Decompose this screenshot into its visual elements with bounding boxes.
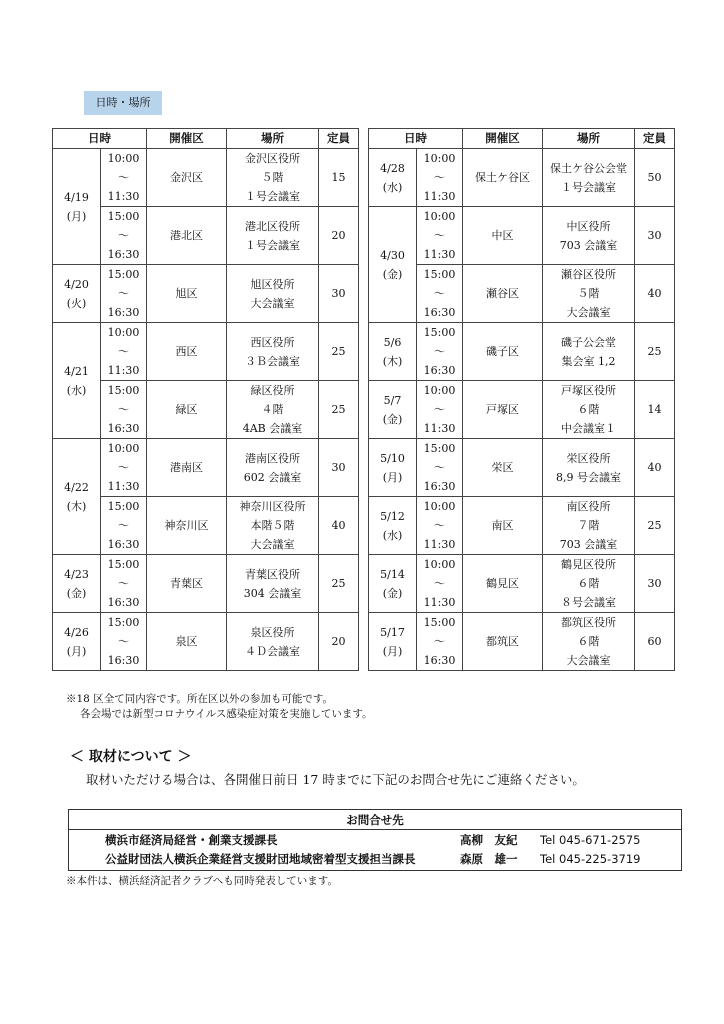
contact-person: 森原 雄一	[460, 852, 518, 866]
capacity-cell: 25	[319, 323, 359, 381]
end-time: 16:30	[423, 480, 456, 493]
capacity-cell: 15	[319, 149, 359, 207]
place-line: 703 会議室	[559, 238, 618, 252]
ward-cell: 都筑区	[463, 613, 543, 671]
place-line: 金沢区役所	[245, 152, 300, 165]
end-time: 16:30	[107, 596, 140, 609]
end-time: 11:30	[423, 596, 456, 609]
table-row	[369, 555, 675, 613]
weekday-text: (金)	[382, 586, 403, 600]
date-cell	[53, 265, 101, 323]
end-time: 16:30	[107, 248, 140, 261]
note-line-2: 各会場では新型コロナウイルス感染症対策を実施しています。	[80, 708, 373, 720]
place-cell	[227, 381, 319, 439]
ward-cell: 磯子区	[463, 323, 543, 381]
time-cell	[101, 497, 147, 555]
table-row	[53, 323, 359, 381]
end-time: 11:30	[423, 248, 456, 261]
schedule-table-left	[52, 128, 359, 671]
time-separator: ～	[434, 461, 445, 474]
table-row	[53, 439, 359, 497]
ward-cell: 瀬谷区	[463, 265, 543, 323]
time-cell	[417, 207, 463, 265]
date-text: 4/28	[380, 161, 405, 175]
capacity-cell: 60	[635, 613, 675, 671]
end-time: 16:30	[107, 306, 140, 319]
time-separator: ～	[118, 171, 129, 184]
table-row	[369, 381, 675, 439]
time-separator: ～	[118, 403, 129, 416]
time-cell	[101, 207, 147, 265]
ward-cell: 金沢区	[147, 149, 227, 207]
place-line: 旭区役所	[250, 277, 295, 291]
place-cell	[543, 613, 635, 671]
ward-cell: 西区	[147, 323, 227, 381]
contact-org: 横浜市経済局経営・創業支援課長	[105, 833, 278, 847]
capacity-cell: 25	[319, 381, 359, 439]
start-time: 15:00	[423, 268, 456, 281]
place-line: 西区役所	[250, 335, 295, 349]
place-line: 保土ケ谷公会堂	[550, 161, 627, 175]
date-text: 4/22	[64, 480, 89, 494]
place-line: ６階	[577, 635, 600, 648]
start-time: 10:00	[107, 326, 140, 339]
place-line: １号会議室	[561, 180, 616, 194]
start-time: 15:00	[107, 384, 140, 397]
weekday-text: (木)	[382, 354, 403, 368]
table-header-row	[53, 129, 359, 149]
weekday-text: (水)	[66, 383, 87, 397]
place-cell	[227, 265, 319, 323]
date-text: 4/30	[380, 248, 405, 262]
table-header-row	[369, 129, 675, 149]
footnote: ※本件は、横浜経済記者クラブへも同時発表しています。	[66, 875, 338, 887]
start-time: 15:00	[423, 326, 456, 339]
end-time: 11:30	[423, 422, 456, 435]
place-line: ５階	[577, 287, 600, 300]
capacity-cell: 40	[635, 265, 675, 323]
time-separator: ～	[434, 229, 445, 242]
date-text: 4/26	[64, 625, 89, 639]
time-cell	[101, 149, 147, 207]
place-line: ５階	[261, 171, 284, 184]
date-text: 5/6	[383, 335, 402, 349]
capacity-cell: 14	[635, 381, 675, 439]
date-cell	[369, 613, 417, 671]
date-text: 4/19	[64, 190, 89, 204]
place-line: ７階	[577, 519, 600, 532]
time-cell	[417, 381, 463, 439]
place-line: 304 会議室	[243, 586, 302, 600]
end-time: 16:30	[107, 654, 140, 667]
contact-row	[75, 831, 675, 850]
date-text: 4/21	[64, 364, 89, 378]
capacity-cell: 30	[319, 439, 359, 497]
ward-cell: 港北区	[147, 207, 227, 265]
date-text: 4/20	[64, 277, 89, 291]
contact-org: 公益財団法人横浜企業経営支援財団地域密着型支援担当課長	[105, 852, 416, 866]
place-line: 大会議室	[566, 306, 611, 319]
col-header-capacity: 定員	[319, 129, 359, 149]
end-time: 11:30	[423, 190, 456, 203]
place-line: 大会議室	[566, 654, 611, 667]
date-cell	[53, 149, 101, 265]
time-separator: ～	[434, 519, 445, 532]
place-line: 8,9 号会議室	[556, 470, 621, 484]
end-time: 16:30	[423, 654, 456, 667]
table-row	[369, 323, 675, 381]
place-line: 磯子公会堂	[561, 335, 616, 349]
coverage-heading: ＜ 取材について ＞	[70, 749, 192, 765]
place-line: 泉区役所	[250, 625, 295, 639]
table-row	[53, 613, 359, 671]
time-cell	[417, 555, 463, 613]
time-cell	[101, 613, 147, 671]
table-row	[53, 149, 359, 207]
ward-cell: 神奈川区	[147, 497, 227, 555]
date-cell	[53, 439, 101, 555]
start-time: 10:00	[423, 384, 456, 397]
weekday-text: (月)	[66, 209, 87, 223]
col-header-capacity: 定員	[635, 129, 675, 149]
schedule-table-right	[368, 128, 675, 671]
time-cell	[417, 613, 463, 671]
date-cell	[369, 497, 417, 555]
date-cell	[369, 207, 417, 323]
time-cell	[417, 323, 463, 381]
date-text: 4/23	[64, 567, 89, 581]
place-line: ６階	[577, 577, 600, 590]
col-header-datetime: 日時	[53, 129, 147, 149]
col-header-datetime: 日時	[369, 129, 463, 149]
ward-cell: 緑区	[147, 381, 227, 439]
end-time: 11:30	[107, 190, 140, 203]
ward-cell: 泉区	[147, 613, 227, 671]
weekday-text: (水)	[382, 528, 403, 542]
place-line: 緑区役所	[250, 384, 295, 397]
time-separator: ～	[118, 577, 129, 590]
place-cell	[543, 439, 635, 497]
place-cell	[227, 149, 319, 207]
place-cell	[227, 439, 319, 497]
weekday-text: (金)	[382, 267, 403, 281]
start-time: 10:00	[423, 210, 456, 223]
time-separator: ～	[118, 287, 129, 300]
date-cell	[53, 555, 101, 613]
contact-row	[75, 850, 675, 869]
start-time: 10:00	[107, 442, 140, 455]
place-line: 中区役所	[566, 219, 611, 233]
section-label-datetime-place: 日時・場所	[84, 91, 162, 115]
contact-person: 高柳 友紀	[460, 833, 518, 847]
date-cell	[53, 323, 101, 439]
start-time: 15:00	[423, 442, 456, 455]
table-row	[369, 149, 675, 207]
capacity-cell: 30	[319, 265, 359, 323]
start-time: 10:00	[423, 558, 456, 571]
time-separator: ～	[434, 287, 445, 300]
place-line: １号会議室	[245, 238, 300, 252]
time-cell	[101, 323, 147, 381]
place-line: １号会議室	[245, 190, 300, 203]
table-row	[369, 439, 675, 497]
time-cell	[101, 439, 147, 497]
place-line: 港北区役所	[245, 219, 300, 233]
date-cell	[369, 381, 417, 439]
contact-phone: Tel 045-225-3719	[540, 852, 641, 866]
date-cell	[53, 613, 101, 671]
place-cell	[543, 149, 635, 207]
table-row	[369, 207, 675, 265]
place-line: 集会室 1,2	[561, 354, 616, 368]
end-time: 11:30	[107, 480, 140, 493]
time-cell	[101, 265, 147, 323]
place-cell	[227, 207, 319, 265]
capacity-cell: 25	[635, 323, 675, 381]
place-cell	[543, 497, 635, 555]
contact-header: お問合せ先	[69, 810, 682, 830]
place-line: 都筑区役所	[561, 616, 616, 629]
time-separator: ～	[434, 635, 445, 648]
place-line: 神奈川区役所	[239, 500, 306, 513]
place-line: 703 会議室	[559, 538, 618, 551]
end-time: 16:30	[107, 538, 140, 551]
time-cell	[417, 265, 463, 323]
place-cell	[543, 381, 635, 439]
weekday-text: (月)	[66, 644, 87, 658]
col-header-ward: 開催区	[147, 129, 227, 149]
place-line: 青葉区役所	[245, 567, 300, 581]
place-cell	[543, 555, 635, 613]
place-line: 602 会議室	[243, 470, 302, 484]
ward-cell: 港南区	[147, 439, 227, 497]
end-time: 11:30	[107, 364, 140, 377]
contact-table	[68, 809, 682, 871]
time-separator: ～	[434, 171, 445, 184]
time-separator: ～	[118, 461, 129, 474]
place-line: 南区役所	[566, 500, 611, 513]
place-cell	[543, 207, 635, 265]
place-line: 4AB 会議室	[242, 422, 303, 435]
ward-cell: 戸塚区	[463, 381, 543, 439]
coverage-text: 取材いただける場合は、各開催日前日 17 時までに下記のお問合せ先にご連絡ください。	[86, 772, 585, 787]
date-text: 5/14	[380, 567, 405, 581]
weekday-text: (金)	[382, 412, 403, 426]
date-text: 5/17	[380, 625, 405, 639]
table-row	[369, 497, 675, 555]
ward-cell: 保土ケ谷区	[463, 149, 543, 207]
capacity-cell: 40	[635, 439, 675, 497]
start-time: 10:00	[423, 500, 456, 513]
place-cell	[227, 497, 319, 555]
ward-cell: 南区	[463, 497, 543, 555]
time-cell	[417, 439, 463, 497]
place-cell	[543, 265, 635, 323]
weekday-text: (火)	[66, 296, 87, 310]
place-line: ８号会議室	[561, 596, 616, 609]
place-cell	[227, 613, 319, 671]
start-time: 15:00	[107, 616, 140, 629]
time-cell	[417, 497, 463, 555]
date-text: 5/7	[383, 393, 402, 407]
capacity-cell: 20	[319, 613, 359, 671]
place-line: 大会議室	[250, 538, 295, 551]
place-cell	[227, 555, 319, 613]
time-cell	[101, 381, 147, 439]
capacity-cell: 20	[319, 207, 359, 265]
time-separator: ～	[434, 403, 445, 416]
col-header-place: 場所	[543, 129, 635, 149]
note-line-1: ※18 区全て同内容です。所在区以外の参加も可能です。	[66, 693, 334, 705]
capacity-cell: 50	[635, 149, 675, 207]
time-separator: ～	[118, 229, 129, 242]
start-time: 15:00	[107, 268, 140, 281]
date-cell	[369, 323, 417, 381]
weekday-text: (月)	[382, 644, 403, 658]
start-time: 15:00	[107, 558, 140, 571]
capacity-cell: 30	[635, 555, 675, 613]
end-time: 16:30	[423, 306, 456, 319]
col-header-place: 場所	[227, 129, 319, 149]
time-separator: ～	[118, 345, 129, 358]
table-row	[53, 265, 359, 323]
time-separator: ～	[118, 519, 129, 532]
col-header-ward: 開催区	[463, 129, 543, 149]
time-cell	[417, 149, 463, 207]
place-line: ３Ｂ会議室	[245, 354, 300, 368]
end-time: 16:30	[107, 422, 140, 435]
date-text: 5/12	[380, 509, 405, 523]
ward-cell: 栄区	[463, 439, 543, 497]
capacity-cell: 25	[319, 555, 359, 613]
place-line: 中会議室１	[561, 422, 616, 435]
place-line: ４階	[261, 403, 284, 416]
weekday-text: (金)	[66, 586, 87, 600]
place-line: 鶴見区役所	[561, 558, 616, 571]
ward-cell: 鶴見区	[463, 555, 543, 613]
place-line: 戸塚区役所	[561, 384, 616, 397]
place-line: ６階	[577, 403, 600, 416]
place-line: 瀬谷区役所	[561, 268, 616, 281]
start-time: 10:00	[107, 152, 140, 165]
capacity-cell: 40	[319, 497, 359, 555]
ward-cell: 旭区	[147, 265, 227, 323]
capacity-cell: 30	[635, 207, 675, 265]
start-time: 15:00	[107, 500, 140, 513]
date-cell	[369, 555, 417, 613]
place-line: 栄区役所	[566, 451, 611, 465]
time-separator: ～	[118, 635, 129, 648]
place-line: 大会議室	[250, 296, 295, 310]
weekday-text: (木)	[66, 499, 87, 513]
table-row	[53, 555, 359, 613]
time-separator: ～	[434, 345, 445, 358]
weekday-text: (水)	[382, 180, 403, 194]
capacity-cell: 25	[635, 497, 675, 555]
time-separator: ～	[434, 577, 445, 590]
date-text: 5/10	[380, 451, 405, 465]
table-row	[369, 613, 675, 671]
time-cell	[101, 555, 147, 613]
date-cell	[369, 149, 417, 207]
place-line: 港南区役所	[245, 451, 300, 465]
start-time: 15:00	[107, 210, 140, 223]
end-time: 11:30	[423, 538, 456, 551]
end-time: 16:30	[423, 364, 456, 377]
weekday-text: (月)	[382, 470, 403, 484]
date-cell	[369, 439, 417, 497]
contact-phone: Tel 045-671-2575	[540, 833, 641, 847]
ward-cell: 青葉区	[147, 555, 227, 613]
place-line: 本階５階	[250, 519, 295, 532]
start-time: 10:00	[423, 152, 456, 165]
place-line: ４Ｄ会議室	[245, 644, 300, 658]
ward-cell: 中区	[463, 207, 543, 265]
place-cell	[543, 323, 635, 381]
place-cell	[227, 323, 319, 381]
start-time: 15:00	[423, 616, 456, 629]
